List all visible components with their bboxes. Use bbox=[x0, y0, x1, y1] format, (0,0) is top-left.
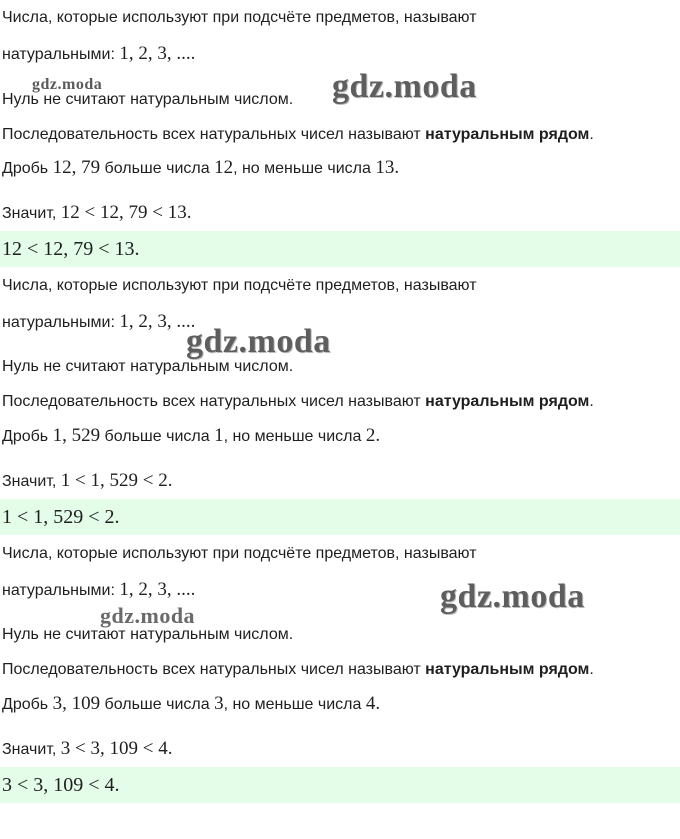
answer-box bbox=[0, 499, 680, 535]
fraction-statement: Дробь 1, 529 больше числа 1, но меньше числа 2. bbox=[2, 425, 381, 446]
watermark-logo: gdz.moda bbox=[440, 578, 585, 615]
zero-note: Нуль не считают натуральным числом. bbox=[2, 91, 294, 108]
naturals-line: натуральными: 1, 2, 3, .... bbox=[2, 579, 196, 600]
zero-note: Нуль не считают натуральным числом. bbox=[2, 626, 294, 643]
watermark-logo: gdz.moda bbox=[32, 76, 103, 93]
counting-intro: Числа, которые используют при подсчёте предметов, называют bbox=[2, 545, 477, 562]
counting-intro: Числа, которые используют при подсчёте предметов, называют bbox=[2, 277, 477, 294]
fraction-statement: Дробь 3, 109 больше числа 3, но меньше числа 4. bbox=[2, 693, 381, 714]
counting-intro: Числа, которые используют при подсчёте предметов, называют bbox=[2, 9, 477, 26]
fraction-statement: Дробь 12, 79 больше числа 12, но меньше числа 13. bbox=[2, 157, 400, 178]
naturals-line: натуральными: 1, 2, 3, .... bbox=[2, 43, 196, 64]
naturals-line: натуральными: 1, 2, 3, .... bbox=[2, 311, 196, 332]
answer-box bbox=[0, 767, 680, 803]
conclusion-line: Значит, 1 < 1, 529 < 2. bbox=[2, 470, 173, 491]
watermark-logo: gdz.moda bbox=[100, 603, 196, 628]
conclusion-line: Значит, 3 < 3, 109 < 4. bbox=[2, 738, 173, 759]
watermark-logo: gdz.moda bbox=[332, 68, 477, 105]
answer-box bbox=[0, 231, 680, 267]
conclusion-line: Значит, 12 < 12, 79 < 13. bbox=[2, 202, 192, 223]
sequence-definition: Последовательность всех натуральных чисел называют натуральным рядом. bbox=[2, 661, 594, 678]
answer-text: 1 < 1, 529 < 2. bbox=[2, 506, 120, 528]
answer-text: 12 < 12, 79 < 13. bbox=[2, 238, 140, 260]
answer-text: 3 < 3, 109 < 4. bbox=[2, 774, 120, 796]
zero-note: Нуль не считают натуральным числом. bbox=[2, 358, 294, 375]
sequence-definition: Последовательность всех натуральных чисел называют натуральным рядом. bbox=[2, 126, 594, 143]
watermark-logo: gdz.moda bbox=[186, 323, 331, 360]
sequence-definition: Последовательность всех натуральных чисел называют натуральным рядом. bbox=[2, 393, 594, 410]
